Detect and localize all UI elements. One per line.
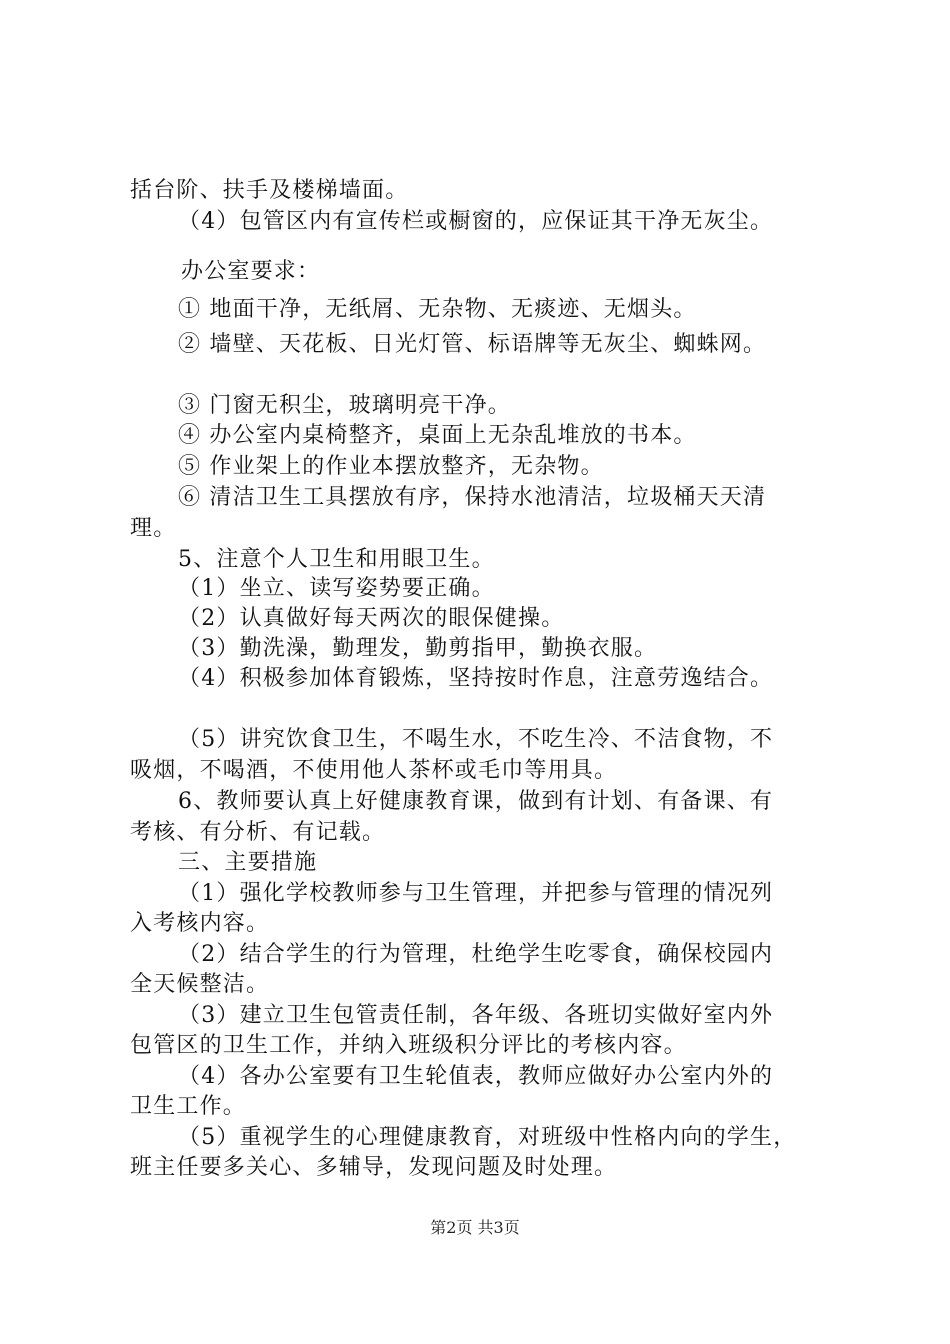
text-line: 班主任要多关心、多辅导，发现问题及时处理。: [130, 1155, 618, 1180]
section-heading: 办公室要求：: [181, 259, 321, 284]
list-item: （2）认真做好每天两次的眼保健操。: [178, 606, 565, 631]
list-item: （1）坐立、读写姿势要正确。: [178, 576, 495, 601]
list-item: （4）各办公室要有卫生轮值表，教师应做好办公室内外的: [178, 1064, 774, 1089]
text-line: 全天候整洁。: [130, 972, 270, 997]
list-item: （1）强化学校教师参与卫生管理，并把参与管理的情况列: [178, 881, 774, 906]
list-item: ② 墙壁、天花板、日光灯管、标语牌等无灰尘、蜘蛛网。: [178, 332, 767, 357]
text-line: 吸烟，不喝酒，不使用他人茶杯或毛巾等用具。: [130, 758, 618, 783]
text-line: （4）包管区内有宣传栏或橱窗的，应保证其干净无灰尘。: [178, 209, 774, 234]
list-item: （2）结合学生的行为管理，杜绝学生吃零食，确保校园内: [178, 942, 774, 967]
list-item: ⑤ 作业架上的作业本摆放整齐，无杂物。: [178, 454, 604, 479]
list-item: （5）重视学生的心理健康教育，对班级中性格内向的学生，: [178, 1125, 797, 1150]
text-line: 卫生工作。: [130, 1094, 247, 1119]
list-item: （3）建立卫生包管责任制，各年级、各班切实做好室内外: [178, 1003, 774, 1028]
page-footer: 第2页 共3页: [430, 1218, 520, 1237]
text-line: 入考核内容。: [130, 911, 270, 936]
section-heading: 5、注意个人卫生和用眼卫生。: [178, 547, 495, 572]
list-item: ③ 门窗无积尘，玻璃明亮干净。: [178, 393, 511, 418]
text-line: 括台阶、扶手及楼梯墙面。: [130, 178, 409, 203]
list-item: （3）勤洗澡，勤理发，勤剪指甲，勤换衣服。: [178, 636, 658, 661]
text-line: 理。: [130, 516, 177, 541]
list-item: （5）讲究饮食卫生，不喝生水，不吃生冷、不洁食物，不: [178, 727, 774, 752]
section-heading: 三、主要措施: [178, 850, 318, 875]
list-item: ⑥ 清洁卫生工具摆放有序，保持水池清洁，垃圾桶天天清: [178, 485, 767, 510]
section-heading: 6、教师要认真上好健康教育课，做到有计划、有备课、有: [178, 789, 774, 814]
list-item: （4）积极参加体育锻炼，坚持按时作息，注意劳逸结合。: [178, 666, 774, 691]
text-line: 考核、有分析、有记载。: [130, 820, 386, 845]
text-line: 包管区的卫生工作，并纳入班级积分评比的考核内容。: [130, 1033, 687, 1058]
list-item: ① 地面干净，无纸屑、无杂物、无痰迹、无烟头。: [178, 297, 697, 322]
list-item: ④ 办公室内桌椅整齐，桌面上无杂乱堆放的书本。: [178, 423, 697, 448]
